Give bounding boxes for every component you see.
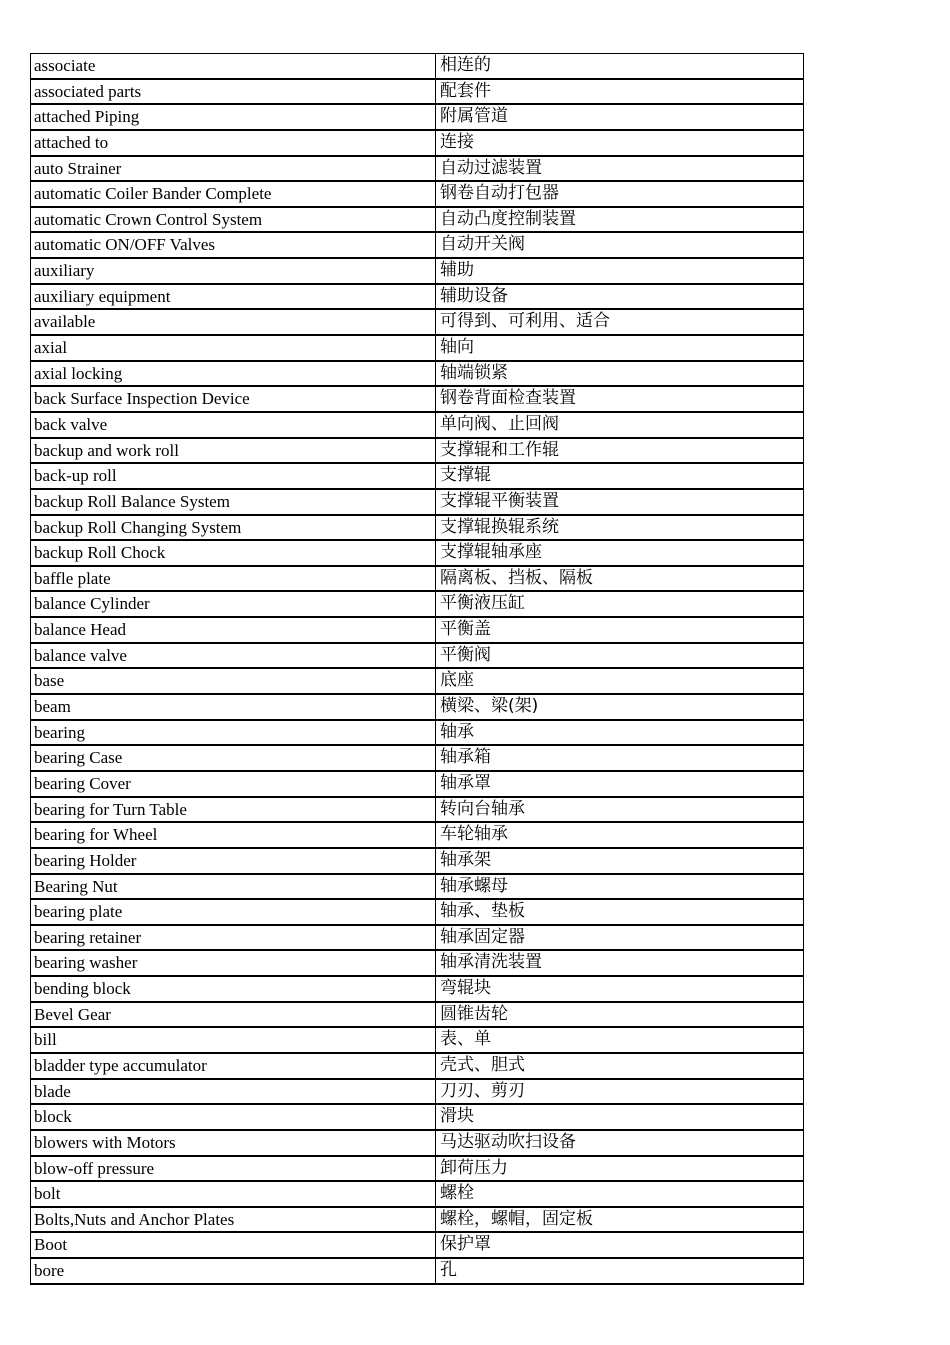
english-term-cell: bearing [31,721,436,745]
english-term-cell: auxiliary [31,259,436,283]
chinese-term-cell: 保护罩 [436,1233,804,1257]
table-row [31,516,804,542]
table-row [31,644,804,670]
table-row [31,926,804,952]
chinese-term-cell: 自动凸度控制装置 [436,208,804,232]
table-row [31,823,804,849]
table-row [31,362,804,388]
table-row [31,1157,804,1183]
table-row [31,746,804,772]
english-term-cell: bore [31,1259,436,1283]
glossary-table [30,53,804,1285]
table-row [31,208,804,234]
chinese-term-cell: 配套件 [436,80,804,104]
english-term-cell: back valve [31,413,436,437]
table-row [31,669,804,695]
english-term-cell: bearing for Turn Table [31,798,436,822]
table-row [31,1080,804,1106]
table-row [31,567,804,593]
english-term-cell: balance valve [31,644,436,668]
english-term-cell: back-up roll [31,464,436,488]
chinese-term-cell: 轴承、垫板 [436,900,804,924]
table-row [31,413,804,439]
english-term-cell: attached to [31,131,436,155]
chinese-term-cell: 辅助设备 [436,285,804,309]
chinese-term-cell: 辅助 [436,259,804,283]
chinese-term-cell: 轴承箱 [436,746,804,770]
chinese-term-cell: 轴承罩 [436,772,804,796]
table-row [31,695,804,721]
table-row [31,1131,804,1157]
chinese-term-cell: 自动过滤装置 [436,157,804,181]
chinese-term-cell: 隔离板、挡板、隔板 [436,567,804,591]
english-term-cell: associated parts [31,80,436,104]
english-term-cell: backup Roll Balance System [31,490,436,514]
table-row [31,618,804,644]
chinese-term-cell: 刀刃、剪刃 [436,1080,804,1104]
english-term-cell: balance Head [31,618,436,642]
english-term-cell: bearing Cover [31,772,436,796]
chinese-term-cell: 转向台轴承 [436,798,804,822]
chinese-term-cell: 平衡阀 [436,644,804,668]
table-row [31,1003,804,1029]
english-term-cell: bearing washer [31,951,436,975]
chinese-term-cell: 轴承 [436,721,804,745]
english-term-cell: attached Piping [31,105,436,129]
chinese-term-cell: 附属管道 [436,105,804,129]
english-term-cell: bolt [31,1182,436,1206]
chinese-term-cell: 轴承螺母 [436,875,804,899]
table-row [31,772,804,798]
chinese-term-cell: 圆锥齿轮 [436,1003,804,1027]
table-row [31,182,804,208]
chinese-term-cell: 轴承固定器 [436,926,804,950]
english-term-cell: bearing retainer [31,926,436,950]
table-row [31,1105,804,1131]
chinese-term-cell: 横梁、梁(架) [436,695,804,719]
english-term-cell: auxiliary equipment [31,285,436,309]
english-term-cell: Boot [31,1233,436,1257]
english-term-cell: available [31,310,436,334]
table-row [31,157,804,183]
english-term-cell: axial locking [31,362,436,386]
english-term-cell: blowers with Motors [31,1131,436,1155]
chinese-term-cell: 平衡盖 [436,618,804,642]
table-row [31,977,804,1003]
english-term-cell: backup and work roll [31,439,436,463]
english-term-cell: blade [31,1080,436,1104]
chinese-term-cell: 壳式、胆式 [436,1054,804,1078]
chinese-term-cell: 平衡液压缸 [436,592,804,616]
english-term-cell: baffle plate [31,567,436,591]
chinese-term-cell: 卸荷压力 [436,1157,804,1181]
english-term-cell: automatic Crown Control System [31,208,436,232]
english-term-cell: automatic Coiler Bander Complete [31,182,436,206]
english-term-cell: beam [31,695,436,719]
table-row [31,592,804,618]
english-term-cell: block [31,1105,436,1129]
english-term-cell: associate [31,54,436,78]
chinese-term-cell: 自动开关阀 [436,233,804,257]
table-row [31,951,804,977]
english-term-cell: Bearing Nut [31,875,436,899]
table-row [31,875,804,901]
chinese-term-cell: 支撑辊轴承座 [436,541,804,565]
chinese-term-cell: 支撑辊平衡装置 [436,490,804,514]
table-row [31,80,804,106]
chinese-term-cell: 支撑辊和工作辊 [436,439,804,463]
english-term-cell: auto Strainer [31,157,436,181]
table-row [31,798,804,824]
table-row [31,233,804,259]
english-term-cell: back Surface Inspection Device [31,387,436,411]
table-row [31,1233,804,1259]
chinese-term-cell: 轴承清洗装置 [436,951,804,975]
chinese-term-cell: 支撑辊换辊系统 [436,516,804,540]
chinese-term-cell: 马达驱动吹扫设备 [436,1131,804,1155]
english-term-cell: Bolts,Nuts and Anchor Plates [31,1208,436,1232]
table-row [31,900,804,926]
chinese-term-cell: 轴端锁紧 [436,362,804,386]
chinese-term-cell: 单向阀、止回阀 [436,413,804,437]
table-row [31,105,804,131]
english-term-cell: axial [31,336,436,360]
chinese-term-cell: 相连的 [436,54,804,78]
table-row [31,1208,804,1234]
chinese-term-cell: 轴承架 [436,849,804,873]
english-term-cell: bearing Holder [31,849,436,873]
english-term-cell: bladder type accumulator [31,1054,436,1078]
chinese-term-cell: 连接 [436,131,804,155]
english-term-cell: base [31,669,436,693]
table-row [31,336,804,362]
chinese-term-cell: 螺栓，螺帽，固定板 [436,1208,804,1232]
table-row [31,439,804,465]
table-row [31,849,804,875]
english-term-cell: bearing for Wheel [31,823,436,847]
chinese-term-cell: 支撑辊 [436,464,804,488]
table-row [31,387,804,413]
table-row [31,54,804,80]
english-term-cell: balance Cylinder [31,592,436,616]
table-row [31,259,804,285]
table-row [31,541,804,567]
english-term-cell: automatic ON/OFF Valves [31,233,436,257]
table-row [31,1259,804,1285]
table-row [31,285,804,311]
table-row [31,490,804,516]
chinese-term-cell: 车轮轴承 [436,823,804,847]
english-term-cell: backup Roll Changing System [31,516,436,540]
chinese-term-cell: 轴向 [436,336,804,360]
chinese-term-cell: 表、单 [436,1028,804,1052]
english-term-cell: bill [31,1028,436,1052]
english-term-cell: bearing plate [31,900,436,924]
chinese-term-cell: 孔 [436,1259,804,1283]
english-term-cell: bending block [31,977,436,1001]
table-row [31,131,804,157]
english-term-cell: Bevel Gear [31,1003,436,1027]
table-row [31,310,804,336]
table-row [31,464,804,490]
table-row [31,1182,804,1208]
chinese-term-cell: 钢卷自动打包器 [436,182,804,206]
chinese-term-cell: 螺栓 [436,1182,804,1206]
english-term-cell: bearing Case [31,746,436,770]
chinese-term-cell: 滑块 [436,1105,804,1129]
chinese-term-cell: 底座 [436,669,804,693]
table-row [31,1028,804,1054]
chinese-term-cell: 可得到、可利用、适合 [436,310,804,334]
chinese-term-cell: 钢卷背面检查装置 [436,387,804,411]
chinese-term-cell: 弯辊块 [436,977,804,1001]
english-term-cell: backup Roll Chock [31,541,436,565]
english-term-cell: blow-off pressure [31,1157,436,1181]
table-row [31,1054,804,1080]
table-row [31,721,804,747]
